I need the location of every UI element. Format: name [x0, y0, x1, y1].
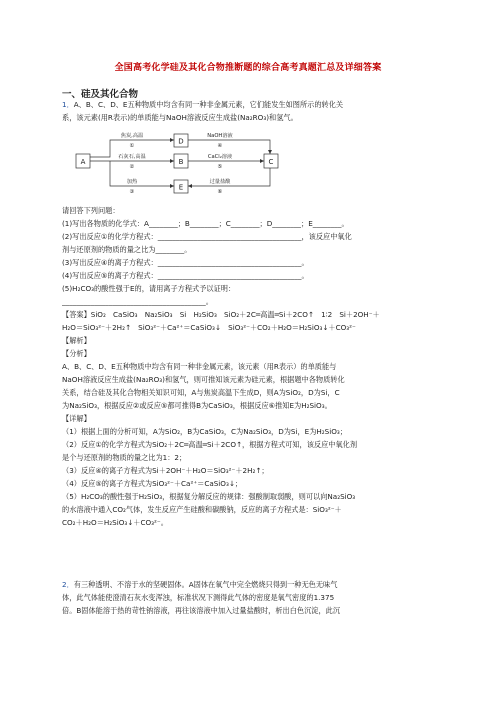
- conversion-diagram: [70, 130, 290, 200]
- reaction-num-3: ③: [129, 189, 135, 195]
- condition-4: NaOH溶液: [207, 133, 233, 139]
- stem-line-2: 系，该元素(用R表示)的单质能与NaOH溶液反应生成盐(Na₂RO₃)和氢气。: [62, 113, 298, 122]
- reaction-num-2: ②: [129, 164, 135, 170]
- analysis-line-1: A、B、C、D、E五种物质中均含有同一种非金属元素，该元素（用R表示）的单质能与: [62, 362, 337, 371]
- question-1-stem: [62, 98, 436, 124]
- part-4: (4)写出反应⑤的离子方程式：________________________________________。: [62, 271, 309, 280]
- analysis-line-4: 为Na₂SiO₃，根据反应②或反应⑤都可推得B为CaSiO₃，根据反应⑥推知E为H₂SiO₃。: [62, 401, 332, 410]
- label-b: B: [178, 158, 184, 166]
- part-2a: (2)写出反应①的化学方程式：________________________________________，该反应中氧化: [62, 232, 352, 241]
- question-number: 2．: [62, 580, 74, 589]
- part-5-blank: ________________________________________。: [62, 297, 213, 306]
- condition-2: 石灰石,高温: [118, 154, 146, 160]
- answer-line-2: H₂O＝SiO₃²⁻＋2H₂↑ SiO₃²⁻＋Ca²⁺＝CaSiO₃↓ SiO₃²⁻＋CO₂＋H₂O＝H₂SiO₃↓＋CO₃²⁻: [62, 323, 356, 332]
- label-a: A: [80, 158, 86, 166]
- reaction-num-6: ⑥: [217, 189, 223, 195]
- part-3: (3)写出反应④的离子方程式：________________________________________。: [62, 258, 309, 267]
- label-e: E: [178, 183, 184, 192]
- condition-3: 加热: [126, 179, 138, 185]
- reaction-num-5: ⑤: [217, 164, 223, 170]
- arrow-d-c: [188, 140, 270, 154]
- reaction-num-4: ④: [217, 143, 223, 149]
- detail-heading: 【详解】: [62, 414, 91, 423]
- ask-line: 请回答下列问题：: [62, 206, 120, 215]
- analysis-subheading: 【分析】: [62, 349, 91, 358]
- question-2-stem: [62, 578, 436, 617]
- analysis-line-3: 关系，结合硅及其化合物相关知识可知，A与焦炭高温下生成D，则A为SiO₂，D为Si，C: [62, 388, 340, 397]
- document-title: 全国高考化学硅及其化合物推断题的综合高考真题汇总及详细答案: [114, 63, 382, 73]
- section-heading: 一、硅及其化合物: [62, 89, 139, 100]
- label-d: D: [178, 137, 184, 146]
- detail-line-7: 的水溶液中通入CO₂气体，发生反应产生硅酸和碳酸钠，反应的离子方程式是：SiO₃²⁻＋: [62, 505, 342, 514]
- q2-line-2: 体，此气体能使澄清石灰水变浑浊，标准状况下测得此气体的密度是氧气密度的1.375: [62, 593, 335, 602]
- condition-5: CaCl₂溶液: [207, 154, 233, 160]
- part-2b: 剂与还原剂的物质的量之比为________。: [62, 245, 192, 254]
- condition-1: 焦炭,高温: [120, 133, 144, 139]
- stem-line-1: 1．A、B、C、D、E五种物质中均含有同一种非金属元素，它们能发生如图所示的转化关: [62, 100, 344, 109]
- detail-line-1: （1）根据上面的分析可知，A为SiO₂，B为CaSiO₃，C为Na₂SiO₃，D为Si，E为H₂SiO₃；: [62, 427, 347, 436]
- detail-line-3: 是个与还原剂的物质的量之比为1：2；: [62, 453, 187, 462]
- q2-line-3: 倍。B固体能溶于热的苛性钠溶液，再往该溶液中加入过量盐酸时，析出白色沉淀，此沉: [62, 606, 341, 615]
- condition-6: 过量盐酸: [209, 179, 231, 185]
- q2-line-1: 2．有三种透明、不溶于水的坚硬固体。A固体在氧气中完全燃烧只得到一种无色无味气: [62, 580, 338, 589]
- part-1: (1)写出各物质的化学式：A________；B________；C________；D________；E________。: [62, 219, 349, 228]
- question-number: 1．: [62, 100, 74, 109]
- detail-line-4: （3）反应④的离子方程式为Si＋2OH⁻＋H₂O＝SiO₃²⁻＋2H₂↑；: [62, 466, 269, 475]
- detail-line-5: （4）反应⑤的离子方程式为SiO₃²⁻＋Ca²⁺＝CaSiO₃↓；: [62, 479, 243, 488]
- label-c: C: [268, 158, 274, 166]
- arrow-a-e: [110, 161, 174, 186]
- reaction-num-1: ①: [129, 143, 135, 149]
- detail-line-8: CO₂＋H₂O＝H₂SiO₃↓＋CO₃²⁻。: [62, 518, 168, 527]
- analysis-line-2: NaOH溶液反应生成盐(Na₂RO₃)和氢气，则可推知该元素为硅元素，根据题中各物质转化: [62, 375, 345, 384]
- detail-line-2: （2）反应①的化学方程式为SiO₂＋2C═高温═Si＋2CO↑，根据方程式可知，该反应中氧化剂: [62, 440, 358, 449]
- answer-line-1: 【答案】SiO₂ CaSiO₃ Na₂SiO₃ Si H₂SiO₃ SiO₂＋2C═高温═Si＋2CO↑ 1∶2 Si＋2OH⁻＋: [62, 310, 380, 319]
- part-5: (5)H₂CO₃的酸性强于E的，请用离子方程式予以证明：: [62, 284, 236, 293]
- analysis-heading: 【解析】: [62, 336, 91, 345]
- question-1-parts: [62, 204, 436, 529]
- detail-line-6: （5）H₂CO₃的酸性强于H₂SiO₃，根据复分解反应的规律：强酸制取弱酸，则可以向Na₂SiO₃: [62, 492, 356, 501]
